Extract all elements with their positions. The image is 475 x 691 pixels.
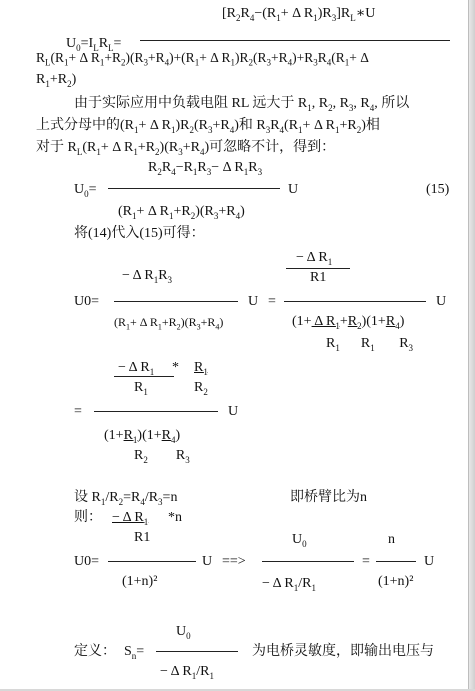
final-eq: = — [362, 554, 370, 569]
final-mid-bar — [262, 561, 354, 562]
eq3-factor: U — [228, 404, 239, 419]
eq3-eq: = — [74, 404, 82, 419]
eq-u0-fraction-bar — [140, 40, 450, 41]
eq3-fraction-bar — [94, 411, 218, 412]
eq2-rhs-num-bottom: R1 — [310, 270, 327, 285]
eq2-rhs-num-top: − Δ $R_1$ — [296, 250, 333, 267]
eq15-denominator: ($R_1+ \Delta$ $R_1+R_2)(R_3+R_4)$ — [118, 204, 245, 221]
eq2-rhs-den-top: (1+ Δ $R_1+R_2)(1+R_4)$ — [292, 314, 405, 331]
definition-lhs: $S_n=$ — [124, 644, 145, 661]
paragraph-line-2: 上式分母中的($R_1+ \Delta$ $R_1)R_2(R_3+R_4)$和 $R_3R_4(R_1+ \Delta$ $R_1+R_2$)相 — [36, 118, 380, 135]
final-mid-den: − Δ $R_1/R_1$ — [262, 576, 316, 593]
eq3-num-b-bottom: $R_2$ — [194, 380, 208, 397]
eq3-star: * — [172, 360, 179, 375]
eq3-num-b-top: $R_1$ — [194, 360, 208, 377]
eq2-rhs-num-bar — [286, 268, 350, 269]
then-suffix: *n — [168, 510, 182, 525]
eq3-num-a-bar — [114, 376, 174, 377]
final-rhs-bar — [376, 561, 416, 562]
eq15-lhs: $U_0=$ — [74, 182, 97, 199]
final-den: (1+n)² — [122, 574, 158, 589]
paragraph-line-3: 对于 $R_L(R_1+ \Delta$ $R_1+R_2)(R_3+R_4)$可忽略不计，得到： — [36, 140, 336, 157]
eq2-rhs-factor: U — [436, 294, 447, 309]
eq-u0-lhs: $U_0=I_LR_L=$ — [66, 36, 122, 53]
eq3-den-bottom: $R_2$ $R_3$ — [134, 448, 190, 465]
final-fraction-bar — [108, 561, 196, 562]
eq2-numerator: − Δ $R_1R_3$ — [122, 268, 173, 285]
paragraph-line-1: 由于实际应用中负载电阻 RL 远大于 $R_1$, $R_2$, $R_3$, $R_4$, 所以 — [74, 96, 410, 113]
eq-u0-numerator: [$R_2R_4-(R_1+ \Delta$ $R_1)R_3]R_L∗U$ — [222, 6, 376, 23]
eq2-eq: = — [268, 294, 276, 309]
eq2-rhs-fraction-bar — [284, 301, 426, 302]
scrollbar-edge — [468, 0, 475, 691]
eq15-numerator: $R_2R_4-R_1R_3- \Delta$ $R_1R_3$ — [148, 160, 263, 177]
definition-label: 定义： — [74, 644, 116, 659]
eq15-number: (15) — [426, 182, 450, 197]
then-frac-top: − Δ $R_1$ — [112, 510, 149, 527]
final-rhs-den: (1+n)² — [378, 574, 414, 589]
set-ratio-text: 设 $R_1/R_2=R_4/R_3=n$ — [74, 490, 178, 507]
eq15-factor: U — [288, 182, 299, 197]
final-rhs-factor: U — [424, 554, 435, 569]
eq3-den-top: $(1+R_1)(1+R_4)$ — [104, 428, 181, 445]
eq2-fraction-bar — [114, 301, 238, 302]
eq2-lhs: U0= — [74, 294, 100, 309]
eq-u0-denominator-line2: $R_1+R_2$) — [36, 72, 77, 89]
definition-den: − Δ $R_1/R_1$ — [160, 664, 214, 681]
then-label: 则： — [74, 510, 102, 525]
then-frac-bottom: R1 — [134, 530, 151, 545]
eq2-factor: U — [248, 294, 259, 309]
final-mid-num: $U_0$ — [292, 532, 307, 549]
eq3-num-a-top: − Δ $R_1$ — [118, 360, 155, 377]
definition-num: $U_0$ — [176, 624, 191, 641]
eq2-denominator: ($R_1+ \Delta$ $R_1+R_2)(R_3+R_4)$ — [114, 315, 224, 332]
final-arrow: ==> — [222, 554, 246, 569]
set-ratio-note: 即桥臂比为n — [290, 490, 367, 505]
definition-text: 为电桥灵敏度，即输出电压与 — [252, 644, 434, 659]
final-lhs: U0= — [74, 554, 100, 569]
final-factor: U — [202, 554, 213, 569]
eq3-num-a-bottom: $R_1$ — [134, 380, 148, 397]
eq-u0-denominator-line1: $R_L(R_1+ \Delta$ $R_1+R_2)(R_3+R_4)+(R_1+ \Delta$ $R_1)R_2(R_3+R_4)+R_3R_4(R_1+ \Delta$ — [36, 50, 369, 68]
substitute-text: 将(14)代入(15)可得： — [74, 226, 205, 241]
eq2-rhs-den-bottom: $R_1$ $R_1$ $R_3$ — [326, 336, 414, 353]
eq15-fraction-bar — [108, 188, 280, 189]
final-rhs-num: n — [388, 532, 395, 547]
definition-fraction-bar — [156, 651, 238, 652]
